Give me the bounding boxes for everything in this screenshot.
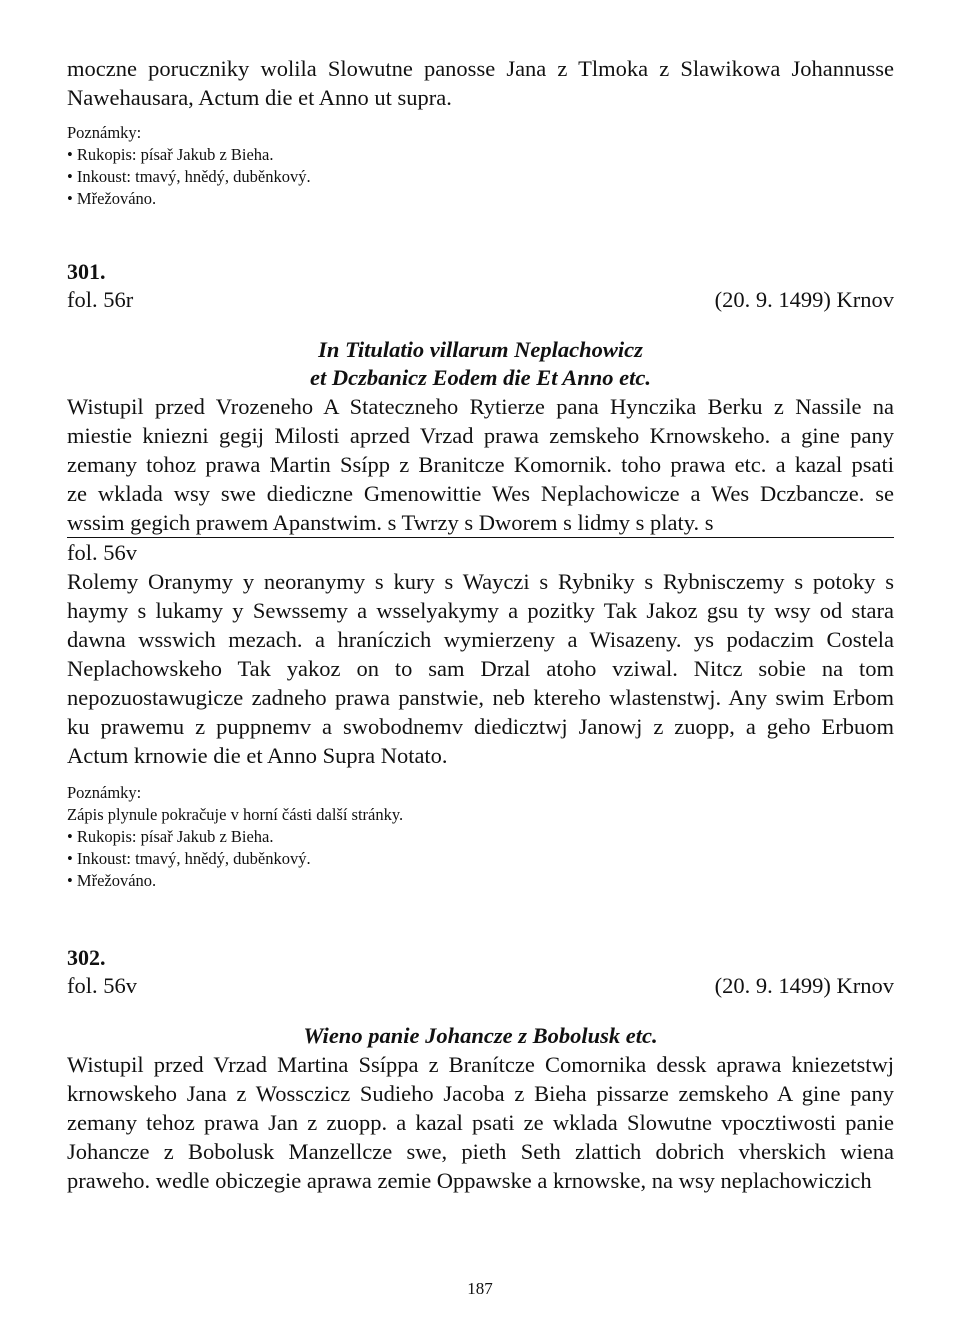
intro-notes [67, 122, 894, 210]
entry-paragraph-continued: Rolemy Oranymy y neoranymy s kury s Wayczi s Rybniky s Rybnisczemy s potoky s haymy s lukamy y Sewssemy a wsselyakymy a pozitky Tak Jakoz gsu ty wsy od stara dawna wsswich mezach. a hraníczich wymierzeny a Wisazeny. ys podaczim Costela Neplachowskeho Tak yakoz on to sam Drzal atoho vziwal. Nitcz sobie na tom nepozuostawugicze zadneho prawa panstwie, neb ktereho wlastenstwj. Any swim Erbom ku prawemu z puppnemv a swobodnemv diedicztwj Janowj z zuopp, a geho Erbuom Actum krnowie die et Anno Supra Notato. [67, 569, 894, 768]
entry-title [67, 336, 894, 392]
entry-paragraph: Wistupil przed Vrzad Martina Ssíppa z Branítcze Comornika dessk aprawa kniezetstwj krnowskeho Jana z Wossczicz Sudieho Jacoba z Bieha pissarze zemskeho A gine pany zemany tehoz prawa Jan z zuopp. a kazal psati ze wklada Slowutne vpocztiwosti panie Johancze z Bobolusk Manzellcze swe, pieth Seth zlattich dobrich vherskich wiena praweho. wedle obiczegie aprawa zemie Oppawske a krnowske, na wsy neplachowiczich [67, 1052, 894, 1193]
text-line: Wistupil przed Vrozeneho A Stateczneho Rytierze pana Hynczika Berku z Nassile na [67, 394, 894, 419]
entry-title: Wieno panie Johancze z Bobolusk etc. [303, 1023, 658, 1048]
entry-301 [67, 258, 894, 892]
entry-number: 301. [67, 259, 106, 284]
folio-ref: fol. 56v [67, 973, 137, 998]
intro-paragraph: moczne poruczniky wolila Slowutne panosse Jana z Tlmoka z Slawikowa Johannusse Nawehausara, Actum die et Anno ut supra. [67, 56, 894, 110]
entry-paragraph [67, 392, 894, 538]
note-item: • Rukopis: písař Jakub z Bieha. [67, 827, 274, 846]
text-line: miestie kniezni gegij Milosti aprzed Vrzad prawa zemskeho Krnowskeho. a gine pany [67, 423, 894, 448]
notes-label: Poznámky: [67, 783, 142, 802]
note-item: Zápis plynule pokračuje v horní části další stránky. [67, 805, 404, 824]
note-item: • Inkoust: tmavý, hnědý, duběnkový. [67, 849, 311, 868]
note-item: • Mřežováno. [67, 871, 157, 890]
entry-number: 302. [67, 945, 106, 970]
note-item: • Inkoust: tmavý, hnědý, duběnkový. [67, 167, 311, 186]
folio-line [67, 286, 894, 314]
entry-302 [67, 944, 894, 1195]
text-line: zemany tohoz prawa Martin Ssípp z Branitcze Komornik. toho prawa etc. a kazal psati [67, 452, 894, 477]
note-item: • Mřežováno. [67, 189, 157, 208]
document-page [67, 54, 894, 1195]
date-place: (20. 9. 1499) Krnov [714, 973, 894, 998]
note-item: • Rukopis: písař Jakub z Bieha. [67, 145, 274, 164]
entry-notes [67, 782, 894, 892]
folio-line [67, 972, 894, 1000]
text-line: ze wklada wsy swe diediczne Gmenowittie Wes Neplachowicze a Wes Dczbancze. se [67, 481, 894, 506]
title-line: In Titulatio villarum Neplachowicz [318, 337, 643, 362]
notes-label: Poznámky: [67, 123, 142, 142]
page-number: 187 [467, 1279, 493, 1298]
folio-ref: fol. 56r [67, 287, 134, 312]
title-line: et Dczbanicz Eodem die Et Anno etc. [309, 365, 652, 390]
date-place: (20. 9. 1499) Krnov [714, 287, 894, 312]
folio-break: fol. 56v [67, 540, 137, 565]
text-line-ruled: wssim gegich prawem Apanstwim. s Twrzy s Dworem s lidmy s platy. s [67, 508, 894, 538]
